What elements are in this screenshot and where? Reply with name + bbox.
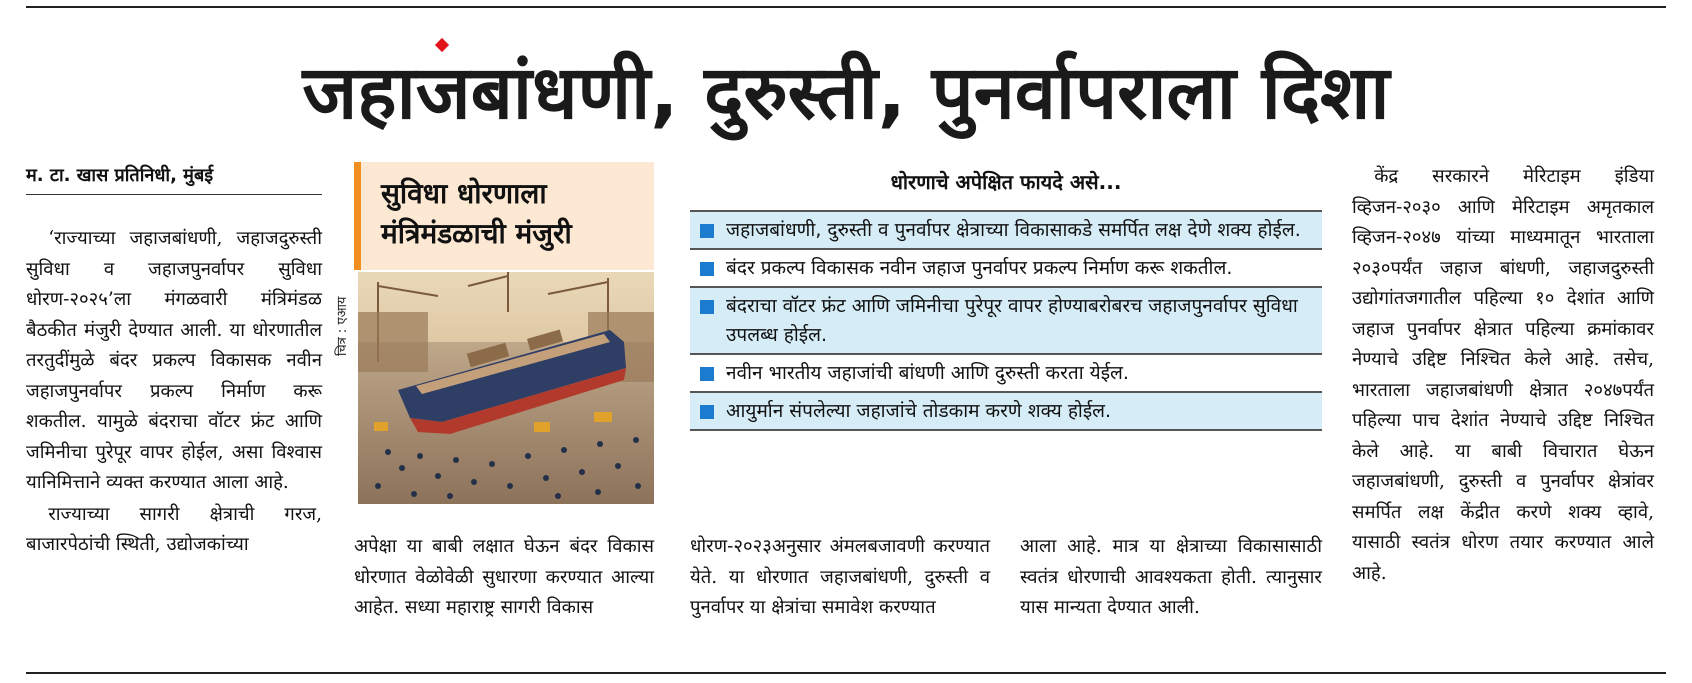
square-bullet-icon bbox=[700, 224, 714, 238]
benefit-item bbox=[690, 250, 1322, 288]
shipyard-illustration bbox=[358, 272, 654, 504]
article-paragraph: केंद्र सरकारने मेरिटाइम इंडिया व्हिजन-२०३० आणि मेरिटाइम अमृतकाल व्हिजन-२०४७ यांच्या माध्यमातून भारताला २०३०पर्यंत जहाज बांधणी, जहाजदुरुस्ती उद्योगांतजगातील पहिल्या १० देशांत आणि जहाज पुनर्वापर क्षेत्रात पहिल्या क्रमांकावर नेण्याचे उद्दिष्ट निश्चित केले आहे. तसेच, भारताला जहाजबांधणी क्षेत्रात २०४७पर्यंत पहिल्या पाच देशांत नेण्याचे उद्दिष्ट निश्चित केले आहे. या बाबी विचारात घेऊन जहाजबांधणी, दुरुस्ती व पुनर्वापर क्षेत्रांवर समर्पित लक्ष केंद्रीत करणे शक्य व्हावे, यासाठी स्वतंत्र धोरण तयार करण्यात आले आहे. bbox=[1352, 166, 1654, 584]
benefit-item bbox=[690, 393, 1322, 431]
subheading-box bbox=[354, 162, 654, 270]
benefit-text: नवीन भारतीय जहाजांची बांधणी आणि दुरुस्ती करता येईल. bbox=[726, 362, 1129, 384]
benefit-item bbox=[690, 288, 1322, 355]
benefit-item bbox=[690, 355, 1322, 393]
benefits-list bbox=[690, 210, 1322, 431]
article-column-1 bbox=[26, 224, 322, 561]
article-column-4: आला आहे. मात्र या क्षेत्राच्या विकासासाठी स्वतंत्र धोरणाची आवश्यकता होती. त्यानुसार यास मान्यता देण्यात आली. bbox=[1020, 536, 1322, 618]
benefits-title: धोरणाचे अपेक्षित फायदे असे... bbox=[890, 170, 1122, 194]
top-rule bbox=[26, 6, 1666, 8]
article-column-5 bbox=[1352, 162, 1654, 589]
byline: म. टा. खास प्रतिनिधी, मुंबई bbox=[26, 162, 322, 195]
benefit-text: बंदर प्रकल्प विकासक नवीन जहाज पुनर्वापर प्रकल्प निर्माण करू शकतील. bbox=[726, 257, 1233, 279]
photo-credit: चित्र : एआय bbox=[335, 296, 350, 356]
benefit-text: बंदराचा वॉटर फ्रंट आणि जमिनीचा पुरेपूर वापर होण्याबरोबरच जहाजपुनर्वापर सुविधा उपलब्ध होईल. bbox=[726, 295, 1298, 346]
subheading-title: सुविधा धोरणाला मंत्रिमंडळाची मंजुरी bbox=[381, 177, 572, 250]
article-column-2: अपेक्षा या बाबी लक्षात घेऊन बंदर विकास धोरणात वेळोवेळी सुधारणा करण्यात आल्या आहेत. सध्या महाराष्ट्र सागरी विकास bbox=[354, 536, 654, 618]
article-paragraph: ‘राज्याच्या जहाजबांधणी, जहाजदुरुस्ती सुविधा व जहाजपुनर्वापर सुविधा धोरण-२०२५’ला मंगळवारी मंत्रिमंडळ बैठकीत मंजुरी देण्यात आली. या धोरणातील तरतुदींमुळे बंदर प्रकल्प विकासक नवीन जहाजपुनर्वापर प्रकल्प निर्माण करू शकतील. यामुळे बंदराचा वॉटर फ्रंट आणि जमिनीचा पुरेपूर वापर होईल, असा विश्वास यानिमित्ताने व्यक्त करण्यात आला आहे. bbox=[26, 228, 322, 493]
article-paragraph: राज्याच्या सागरी क्षेत्राची गरज, बाजारपेठांची स्थिती, उद्योजकांच्या bbox=[26, 503, 322, 555]
square-bullet-icon bbox=[700, 262, 714, 276]
headline: जहाजबांधणी, दुरुस्ती, पुनर्वापराला दिशा bbox=[302, 50, 1390, 136]
benefit-text: जहाजबांधणी, दुरुस्ती व पुनर्वापर क्षेत्राच्या विकासाकडे समर्पित लक्ष देणे शक्य होईल. bbox=[726, 219, 1301, 241]
bottom-rule bbox=[26, 672, 1666, 674]
square-bullet-icon bbox=[700, 300, 714, 314]
square-bullet-icon bbox=[700, 367, 714, 381]
benefit-item bbox=[690, 212, 1322, 250]
article-column-3: धोरण-२०२३अनुसार अंमलबजावणी करण्यात येते. या धोरणात जहाजबांधणी, दुरुस्ती व पुनर्वापर या क्षेत्रांचा समावेश करण्यात bbox=[690, 536, 990, 618]
square-bullet-icon bbox=[700, 405, 714, 419]
benefit-text: आयुर्मान संपलेल्या जहाजांचे तोडकाम करणे शक्य होईल. bbox=[726, 400, 1112, 422]
